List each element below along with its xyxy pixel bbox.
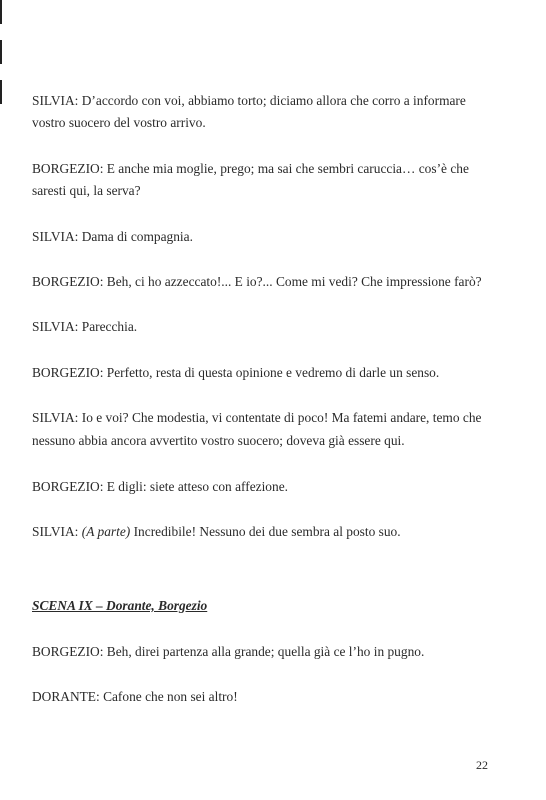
dialogue-line <box>32 431 405 451</box>
scan-edge-mark <box>0 40 2 64</box>
speech-text: D’accordo con voi, abbiamo torto; diciamo allora che corro a informare <box>81 93 466 108</box>
speech-text: Dama di compagnia. <box>81 229 193 244</box>
dialogue-line <box>32 181 141 201</box>
dialogue-line <box>32 642 424 662</box>
speaker-name: SILVIA: <box>32 319 79 334</box>
speech-text: Cafone che non sei altro! <box>103 689 238 704</box>
speaker-name: DORANTE: <box>32 689 100 704</box>
dialogue-line <box>32 477 288 497</box>
speech-text: Parecchia. <box>81 319 138 334</box>
speaker-name: BORGEZIO: <box>32 479 104 494</box>
speaker-name: BORGEZIO: <box>32 365 104 380</box>
speech-text: vostro suocero del vostro arrivo. <box>32 115 206 130</box>
speech-text: Incredibile! Nessuno dei due sembra al posto suo. <box>133 524 401 539</box>
speaker-name: BORGEZIO: <box>32 274 104 289</box>
dialogue-line <box>32 159 469 179</box>
dialogue-line <box>32 272 482 292</box>
speech-text: E anche mia moglie, prego; ma sai che sembri caruccia… cos’è che <box>106 161 469 176</box>
speaker-name: BORGEZIO: <box>32 161 104 176</box>
dialogue-line <box>32 522 401 542</box>
speech-text: Io e voi? Che modestia, vi contentate di poco! Ma fatemi andare, temo che <box>81 410 482 425</box>
speaker-name: SILVIA: <box>32 229 79 244</box>
speaker-name: BORGEZIO: <box>32 644 104 659</box>
speaker-name: SILVIA: <box>32 93 79 108</box>
dialogue-line <box>32 363 439 383</box>
dialogue-line <box>32 227 193 247</box>
scene-heading: SCENA IX – Dorante, Borgezio <box>32 598 208 613</box>
speaker-name: SILVIA: <box>32 410 79 425</box>
dialogue-line <box>32 687 238 707</box>
speech-text: saresti qui, la serva? <box>32 183 141 198</box>
dialogue-line <box>32 91 466 111</box>
dialogue-line <box>32 408 481 428</box>
scan-edge-mark <box>0 80 2 104</box>
speech-text: nessuno abbia ancora avvertito vostro suocero; doveva già essere qui. <box>32 433 405 448</box>
page-number: 22 <box>476 758 488 772</box>
speech-text: E digli: siete atteso con affezione. <box>106 479 288 494</box>
stage-direction: (A parte) <box>81 524 131 539</box>
dialogue-line <box>32 113 206 133</box>
speech-text: Beh, ci ho azzeccato!... E io?... Come mi vedi? Che impressione farò? <box>106 274 482 289</box>
speech-text: Perfetto, resta di questa opinione e vedremo di darle un senso. <box>106 365 440 380</box>
dialogue-line <box>32 317 137 337</box>
speech-text: Beh, direi partenza alla grande; quella già ce l’ho in pugno. <box>106 644 425 659</box>
speaker-name: SILVIA: <box>32 524 79 539</box>
scan-edge-mark <box>0 0 2 24</box>
